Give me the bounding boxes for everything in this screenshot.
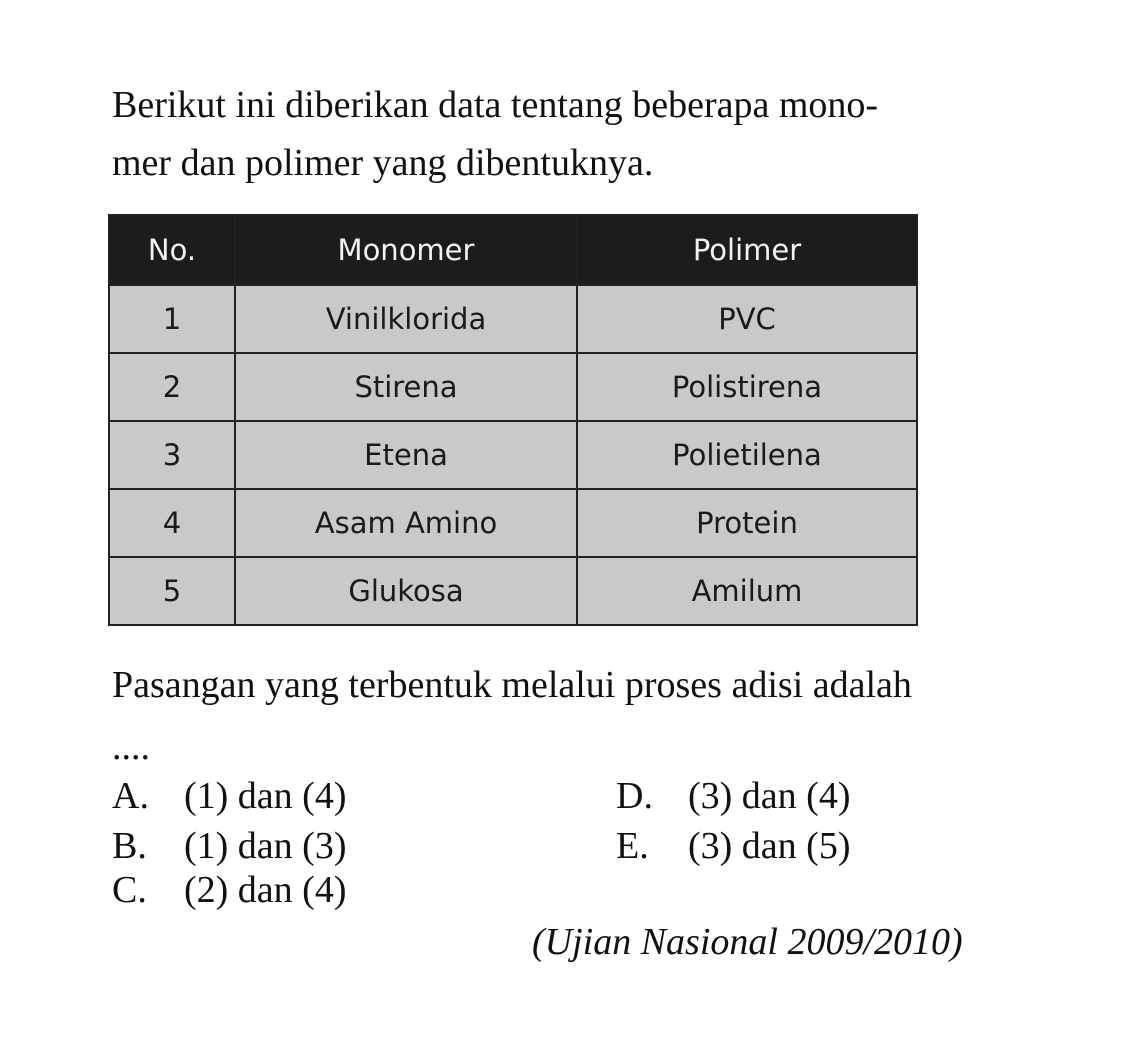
option-a[interactable] — [112, 772, 346, 820]
header-monomer: Monomer — [235, 215, 577, 285]
option-letter: C. — [112, 869, 147, 911]
option-c[interactable] — [112, 866, 346, 914]
cell-monomer: Etena — [235, 421, 577, 489]
option-b[interactable] — [112, 822, 346, 870]
cell-no: 1 — [109, 285, 235, 353]
cell-no: 2 — [109, 353, 235, 421]
monomer-polymer-table — [108, 214, 918, 626]
cell-monomer: Glukosa — [235, 557, 577, 625]
cell-polimer: Polietilena — [577, 421, 917, 489]
cell-polimer: PVC — [577, 285, 917, 353]
cell-no: 5 — [109, 557, 235, 625]
cell-polimer: Protein — [577, 489, 917, 557]
table-row — [109, 421, 917, 489]
cell-polimer: Polistirena — [577, 353, 917, 421]
option-letter: B. — [112, 825, 147, 867]
cell-monomer: Asam Amino — [235, 489, 577, 557]
option-text: (2) dan (4) — [184, 869, 347, 911]
intro-text — [112, 76, 1032, 192]
cell-no: 4 — [109, 489, 235, 557]
option-text: (1) dan (4) — [184, 775, 347, 817]
question-ellipsis: .... — [112, 726, 150, 768]
cell-monomer: Vinilklorida — [235, 285, 577, 353]
option-text: (3) dan (5) — [688, 825, 851, 867]
source-citation: (Ujian Nasional 2009/2010) — [532, 921, 963, 963]
option-letter: D. — [616, 775, 653, 817]
question-text — [112, 654, 1042, 778]
table-row — [109, 353, 917, 421]
header-polimer: Polimer — [577, 215, 917, 285]
option-text: (3) dan (4) — [688, 775, 851, 817]
intro-line-1: Berikut ini diberikan data tentang beberapa mono- — [112, 84, 879, 126]
table-row — [109, 557, 917, 625]
table-row — [109, 489, 917, 557]
cell-no: 3 — [109, 421, 235, 489]
option-letter: E. — [616, 825, 649, 867]
header-no: No. — [109, 215, 235, 285]
option-d[interactable] — [616, 772, 850, 820]
cell-polimer: Amilum — [577, 557, 917, 625]
option-letter: A. — [112, 775, 149, 817]
cell-monomer: Stirena — [235, 353, 577, 421]
table-header-row — [109, 215, 917, 285]
table-row — [109, 285, 917, 353]
option-text: (1) dan (3) — [184, 825, 347, 867]
question-line-1: Pasangan yang terbentuk melalui proses adisi adalah — [112, 664, 912, 706]
option-e[interactable] — [616, 822, 850, 870]
intro-line-2: mer dan polimer yang dibentuknya. — [112, 142, 654, 184]
